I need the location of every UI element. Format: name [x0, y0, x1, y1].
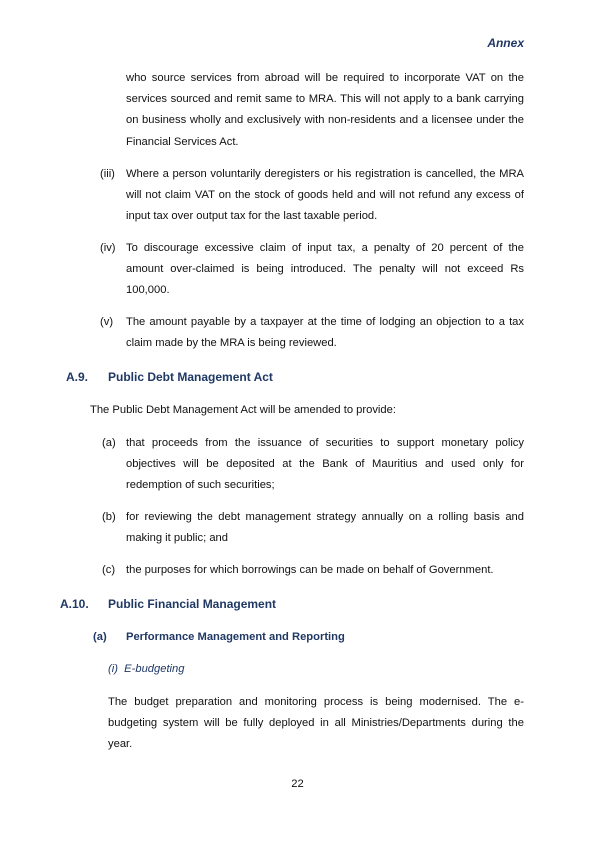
- list-item-text: the purposes for which borrowings can be made on behalf of Government.: [126, 564, 494, 576]
- section-number: A.10.: [60, 597, 89, 611]
- item-text: Where a person voluntarily deregisters or his registration is cancelled, the MRA will not claim VAT on the stock of goods held and will not refund any excess of input tax over output tax for the last taxable period.: [126, 168, 524, 223]
- item-numeral: (iv): [100, 242, 116, 254]
- subsection-title: Performance Management and Reporting: [126, 631, 345, 643]
- item-text: The amount payable by a taxpayer at the time of lodging an objection to a tax claim made by the MRA is being reviewed.: [126, 316, 524, 350]
- list-item-text: that proceeds from the issuance of securities to support monetary policy objectives will be deposited at the Bank of Mauritius and used only for redemption of such securities;: [126, 437, 524, 492]
- item-numeral: (iii): [100, 168, 115, 180]
- list-letter: (c): [102, 564, 116, 576]
- section-title: Public Financial Management: [108, 597, 277, 611]
- list-item-text: for reviewing the debt management strategy annually on a rolling basis and making it public; and: [126, 511, 524, 545]
- subsection-letter: (a): [93, 631, 107, 643]
- annex-label: Annex: [487, 36, 524, 50]
- item-text: To discourage excessive claim of input tax, a penalty of 20 percent of the amount over-claimed is being introduced. The penalty will not exceed Rs 100,000.: [126, 242, 524, 297]
- list-letter: (a): [102, 437, 116, 449]
- item-title: (i) E-budgeting: [108, 663, 185, 675]
- item-numeral: (v): [100, 316, 114, 328]
- section-title: Public Debt Management Act: [108, 370, 273, 384]
- section-number: A.9.: [66, 370, 89, 384]
- continued-item-text: who source services from abroad will be required to incorporate VAT on the services sourced and remit same to MRA. This will not apply to a bank carrying on business wholly and exclusively with non-residents and a licensee under the Financial Services Act.: [126, 72, 524, 148]
- item-body-text: The budget preparation and monitoring process is being modernised. The e-budgeting system will be fully deployed in all Ministries/Departments during the year.: [108, 696, 524, 751]
- list-letter: (b): [102, 511, 116, 523]
- section-intro: The Public Debt Management Act will be amended to provide:: [90, 404, 396, 416]
- page-number: 22: [291, 778, 304, 790]
